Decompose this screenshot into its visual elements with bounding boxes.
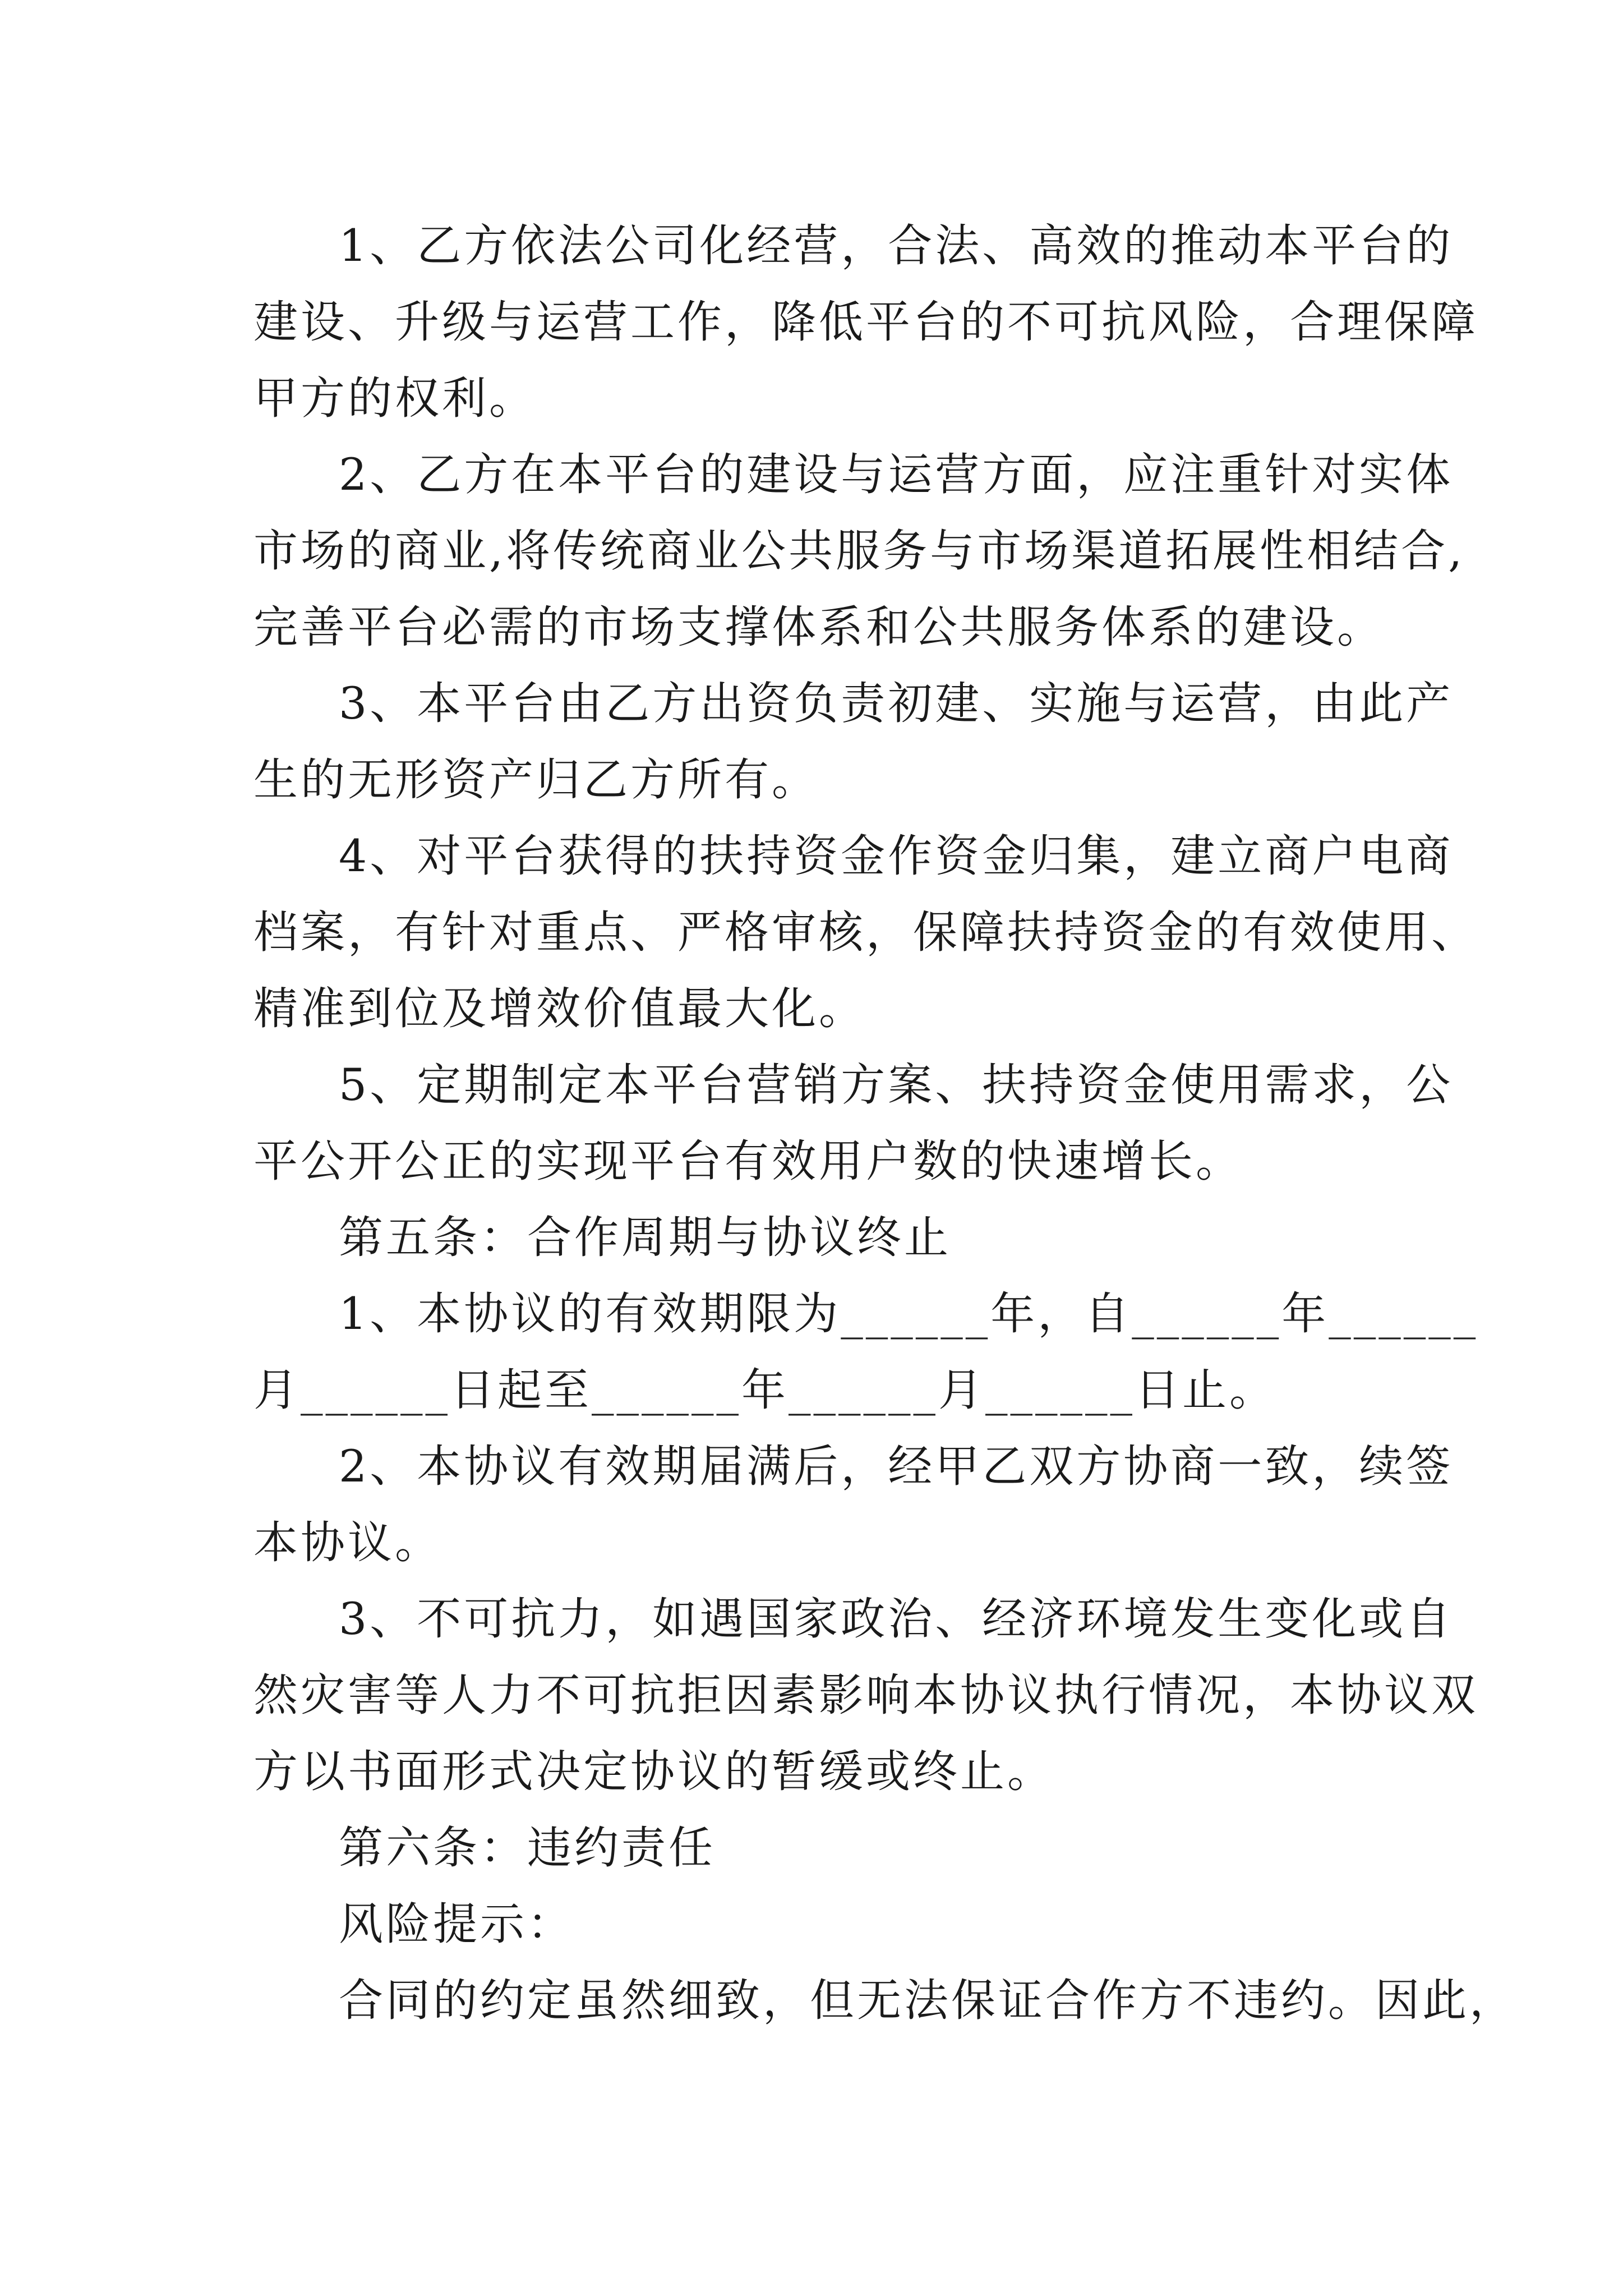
paragraph-line: 2、本协议有效期届满后，经甲乙双方协商一致，续签: [339, 1441, 1454, 1492]
paragraph-line: 生的无形资产归乙方所有。: [253, 754, 819, 806]
paragraph-line: 本协议。: [253, 1517, 442, 1568]
section-heading: 第六条：违约责任: [339, 1822, 716, 1874]
section-heading: 第五条：合作周期与协议终止: [339, 1212, 951, 1263]
paragraph-line: 平公开公正的实现平台有效用户数的快速增长。: [253, 1135, 1243, 1187]
paragraph-line: 5、定期制定本平台营销方案、扶持资金使用需求，公: [339, 1059, 1454, 1111]
paragraph-line: 甲方的权利。: [253, 372, 536, 424]
paragraph-line: 然灾害等人力不可抗拒因素影响本协议执行情况，本协议双: [253, 1669, 1478, 1721]
document-body: [253, 208, 1516, 2039]
paragraph-line: 月______日起至______年______月______日止。: [253, 1364, 1276, 1416]
paragraph-line: 2、乙方在本平台的建设与运营方面，应注重针对实体: [339, 449, 1454, 500]
paragraph-line: 1、本协议的有效期限为______年，自______年______: [339, 1288, 1479, 1340]
paragraph-line: 3、不可抗力，如遇国家政治、经济环境发生变化或自: [339, 1593, 1454, 1645]
paragraph-line: 精准到位及增效价值最大化。: [253, 983, 866, 1034]
paragraph-line: 方以书面形式决定协议的暂缓或终止。: [253, 1746, 1054, 1797]
paragraph-line: 合同的约定虽然细致，但无法保证合作方不违约。因此，: [339, 1975, 1516, 2026]
paragraph-line: 3、本平台由乙方出资负责初建、实施与运营，由此产: [339, 678, 1454, 729]
paragraph-line: 完善平台必需的市场支撑体系和公共服务体系的建设。: [253, 601, 1384, 653]
paragraph-line: 档案，有针对重点、严格审核，保障扶持资金的有效使用、: [253, 907, 1478, 958]
risk-note-label: 风险提示：: [339, 1898, 574, 1950]
paragraph-line: 1、乙方依法公司化经营，合法、高效的推动本平台的: [339, 220, 1454, 272]
paragraph-line: 市场的商业,将传统商业公共服务与市场渠道拓展性相结合,: [253, 525, 1465, 577]
paragraph-line: 4、对平台获得的扶持资金作资金归集，建立商户电商: [339, 830, 1454, 882]
paragraph-line: 建设、升级与运营工作，降低平台的不可抗风险，合理保障: [253, 296, 1478, 348]
